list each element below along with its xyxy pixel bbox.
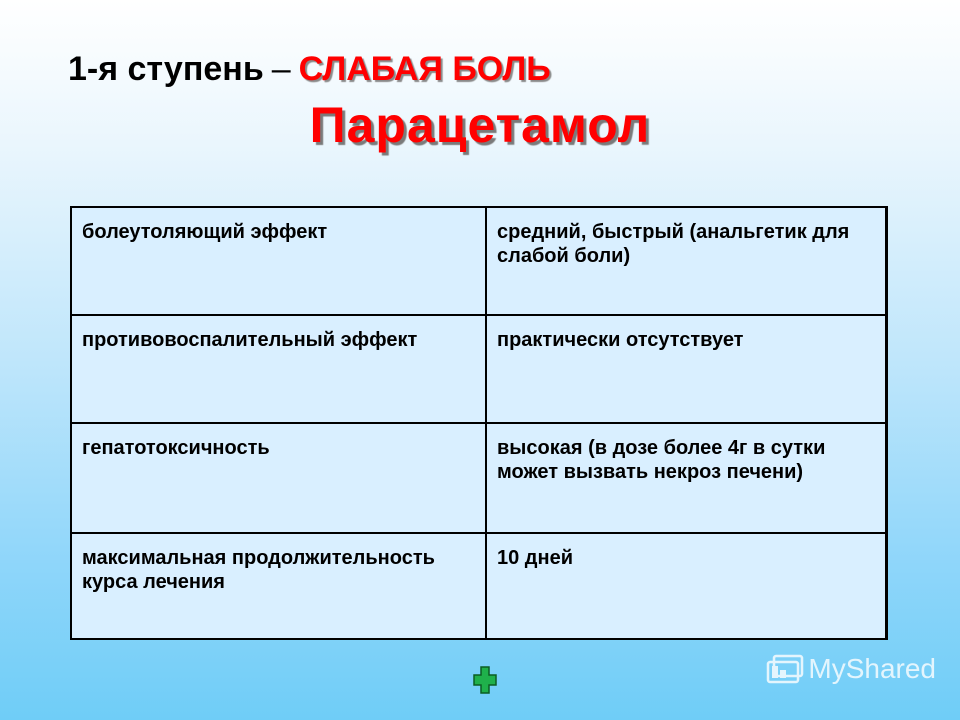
- drug-properties-table: [70, 206, 888, 640]
- step-label: 1-я ступень: [68, 50, 264, 88]
- property-cell: гепатотоксичность: [71, 423, 486, 533]
- watermark-text: MyShared: [808, 653, 936, 684]
- value-cell: 10 дней: [486, 533, 887, 639]
- value-cell: средний, быстрый (анальгетик для слабой боли): [486, 207, 887, 315]
- watermark: [766, 652, 936, 686]
- property-cell: противовоспалительный эффект: [71, 315, 486, 423]
- pain-level-label: СЛАБАЯ БОЛЬ: [298, 50, 551, 88]
- table-row: [71, 207, 887, 315]
- property-cell: максимальная продолжительность курса лечения: [71, 533, 486, 639]
- table-row: [71, 533, 887, 639]
- drug-title: Парацетамол: [309, 97, 651, 153]
- slide-subtitle: [68, 50, 551, 89]
- value-cell: высокая (в дозе более 4г в сутки может вызвать некроз печени): [486, 423, 887, 533]
- title-dash: –: [271, 50, 291, 88]
- myshared-logo-icon: [766, 652, 804, 686]
- table-row: [71, 423, 887, 533]
- table-row: [71, 315, 887, 423]
- green-cross-icon[interactable]: [473, 666, 497, 694]
- property-cell: болеутоляющий эффект: [71, 207, 486, 315]
- value-cell: практически отсутствует: [486, 315, 887, 423]
